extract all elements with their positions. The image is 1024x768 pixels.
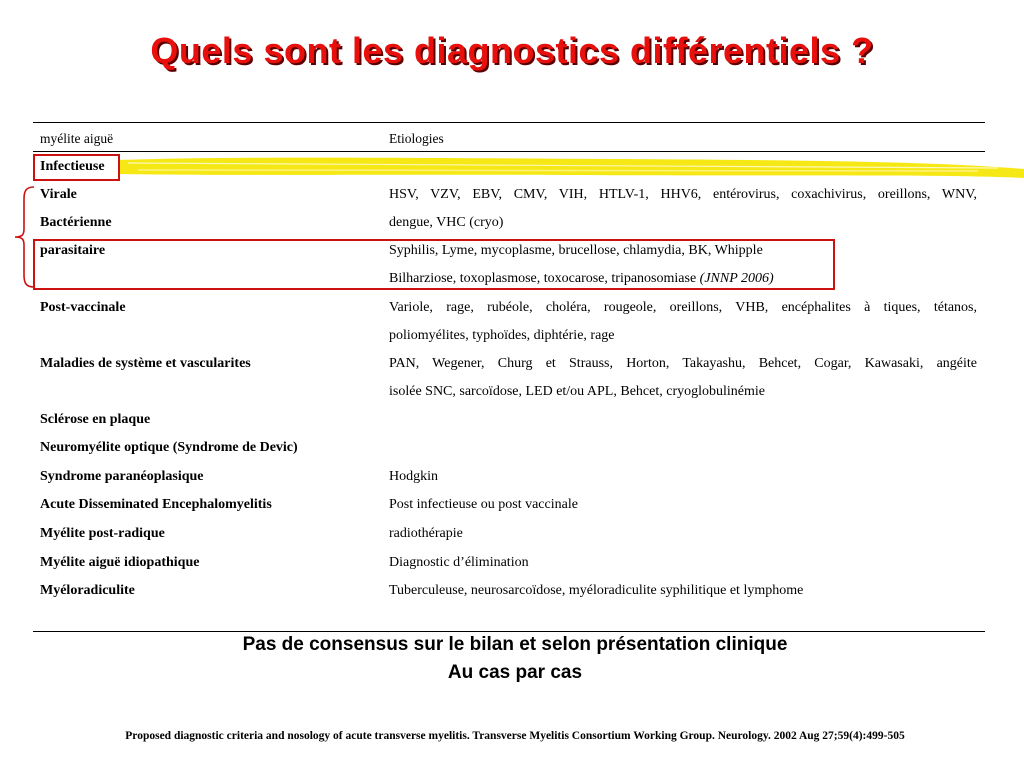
row-label: Myélite aiguë idiopathique (40, 555, 200, 570)
row-etiology-note: (JNNP 2006) (699, 271, 774, 286)
table-row (0, 406, 1024, 434)
table-row (0, 350, 1024, 378)
table-row (0, 434, 1024, 462)
row-label: Syndrome paranéoplasique (40, 469, 204, 484)
row-etiology: Diagnostic d’élimination (389, 555, 529, 570)
row-label: Sclérose en plaque (40, 412, 151, 427)
row-etiology-text: Bilharziose, toxoplasmose, toxocarose, tripanosomiase (389, 271, 697, 286)
table-row (0, 181, 1024, 209)
row-etiology: Syphilis, Lyme, mycoplasme, brucellose, chlamydia, BK, Whipple (389, 243, 763, 258)
row-label-infectieuse: Infectieuse (40, 159, 105, 174)
row-etiology: dengue, VHC (cryo) (389, 215, 504, 230)
row-label: parasitaire (40, 243, 106, 258)
table-row (0, 520, 1024, 548)
table-row (0, 294, 1024, 322)
table-row (0, 463, 1024, 491)
row-etiology: isolée SNC, sarcoïdose, LED et/ou APL, Behcet, cryoglobulinémie (389, 384, 765, 399)
row-etiology: radiothérapie (389, 526, 463, 541)
table-bottom-rule (33, 631, 985, 632)
row-label: Virale (40, 187, 77, 202)
table-top-rule (33, 122, 985, 123)
row-etiology: poliomyélites, typhoïdes, diphtérie, rage (389, 328, 615, 343)
header-col1: myélite aiguë (40, 131, 114, 146)
row-label: Post-vaccinale (40, 300, 126, 315)
row-label: Bactérienne (40, 215, 112, 230)
table-row (0, 209, 1024, 237)
table-header-row (0, 125, 1024, 153)
table-row (0, 378, 1024, 406)
table-row (0, 577, 1024, 605)
row-etiology: HSV, VZV, EBV, CMV, VIH, HTLV-1, HHV6, entérovirus, coxachivirus, oreillons, WNV, (389, 187, 977, 202)
table-row-infectieuse (0, 153, 1024, 181)
infectieuse-red-box (33, 154, 120, 181)
row-etiology: PAN, Wegener, Churg et Strauss, Horton, Takayashu, Behcet, Cogar, Kawasaki, angéite (389, 356, 977, 371)
table-row (0, 491, 1024, 519)
row-label: Maladies de système et vascularites (40, 356, 251, 371)
slide-title: Quels sont les diagnostics différentiels ? (150, 30, 874, 71)
row-label: Myéloradiculite (40, 583, 135, 598)
table-row (0, 549, 1024, 577)
reference-citation: Proposed diagnostic criteria and nosology of acute transverse myelitis. Transverse Myelitis Consortium Working Group. Neurology. 2002 Aug 27;59(4):499-505 (125, 730, 905, 742)
row-label: Acute Disseminated Encephalomyelitis (40, 497, 272, 512)
table-row (0, 322, 1024, 350)
row-label: Neuromyélite optique (Syndrome de Devic) (40, 440, 298, 455)
row-etiology: Post infectieuse ou post vaccinale (389, 497, 578, 512)
header-col2: Etiologies (389, 131, 444, 146)
conclusion-line-1: Pas de consensus sur le bilan et selon présentation clinique (242, 634, 788, 655)
parasitaire-red-box (33, 239, 835, 290)
row-etiology: Tuberculeuse, neurosarcoïdose, myéloradiculite syphilitique et lymphome (389, 583, 804, 598)
row-etiology: Variole, rage, rubéole, choléra, rougeole, oreillons, VHB, encéphalites à tiques, tétanos, (389, 300, 977, 315)
conclusion-line-2: Au cas par cas (447, 662, 583, 683)
row-label: Myélite post-radique (40, 526, 165, 541)
row-etiology: Hodgkin (389, 469, 438, 484)
